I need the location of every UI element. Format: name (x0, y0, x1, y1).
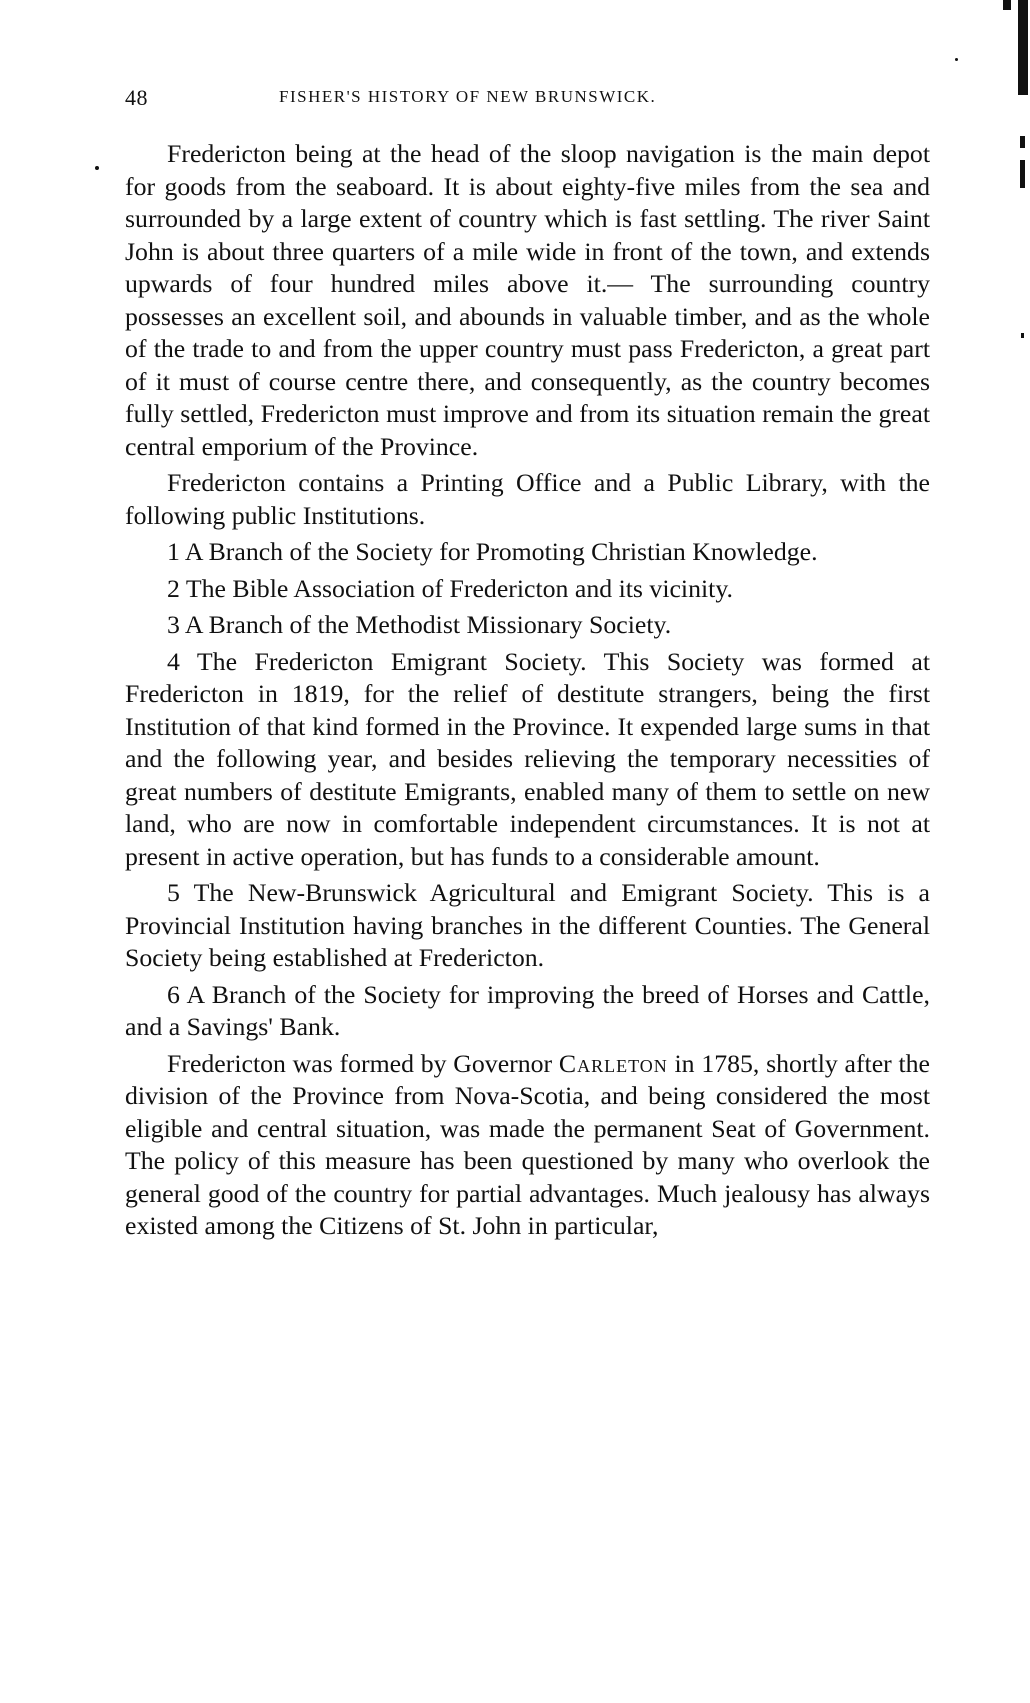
page-body (125, 138, 930, 1243)
paragraph-seat-of-government (125, 1048, 930, 1243)
running-head: FISHER'S HISTORY OF NEW BRUNSWICK. (279, 87, 657, 106)
list-item-christian-knowledge: 1 A Branch of the Society for Promoting Christian Knowledge. (167, 537, 818, 566)
scan-edge-mark (1018, 0, 1028, 95)
list-item-agricultural-society: 5 The New-Brunswick Agricultural and Emigrant Society. This is a Provincial Institution having branches in the different Counties. The General Society being established at Fredericton. (125, 878, 930, 972)
page-number: 48 (125, 85, 148, 110)
scan-edge-mark (1020, 160, 1025, 188)
governor-name: Carleton (558, 1048, 668, 1078)
scan-edge-mark (955, 58, 958, 61)
list-item-horses-cattle: 6 A Branch of the Society for improving the breed of Horses and Cattle, and a Savings' Bank. (125, 979, 930, 1041)
page-header (125, 75, 930, 111)
paragraph-institutions-intro: Fredericton contains a Printing Office and a Public Library, with the following public Institutions. (125, 468, 930, 530)
book-page (125, 75, 930, 1247)
paragraph-depot: Fredericton being at the head of the sloop navigation is the main depot for goods from the seaboard. It is about eighty-five miles from the sea and surrounded by a large extent of country which is fast settling. The river Saint John is about three quarters of a mile wide in front of the town, and extends upwards of four hundred miles above it.— The surrounding country possesses an excellent soil, and abounds in valuable timber, and as the whole of the trade to and from the upper country must pass Fredericton, a great part of it must of course centre there, and consequently, as the country becomes fully settled, Fredericton must improve and from its situation remain the great central emporium of the Province. (125, 139, 930, 461)
scan-edge-mark (1021, 333, 1024, 338)
list-item-methodist-missionary: 3 A Branch of the Methodist Missionary Society. (167, 610, 672, 639)
list-item-bible-association: 2 The Bible Association of Fredericton and its vicinity. (167, 573, 734, 603)
scan-edge-mark (1020, 136, 1025, 148)
scan-edge-mark (1003, 0, 1011, 10)
list-item-emigrant-society: 4 The Fredericton Emigrant Society. This Society was formed at Fredericton in 1819, for the relief of destitute strangers, being the first Institution of that kind formed in the Province. It expended large sums in that and the following year, and besides relieving the temporary necessities of great numbers of destitute Emigrants, enabled many of them to settle on new land, who are now in comfortable independent circumstances. It is not at present in active operation, but has funds to a considerable amount. (125, 646, 930, 871)
scan-edge-mark (95, 166, 99, 170)
paragraph-text-after: in 1785, shortly after the division of the Province from Nova-Scotia, and being considered the most eligible and central situation, was made the permanent Seat of Government. The policy of this measure has been questioned by many who overlook the general good of the country for partial advantages. Much jealousy has always existed among the Citizens of St. John in particular, (125, 1048, 931, 1240)
paragraph-text-before: Fredericton was formed by Governor (167, 1048, 553, 1078)
